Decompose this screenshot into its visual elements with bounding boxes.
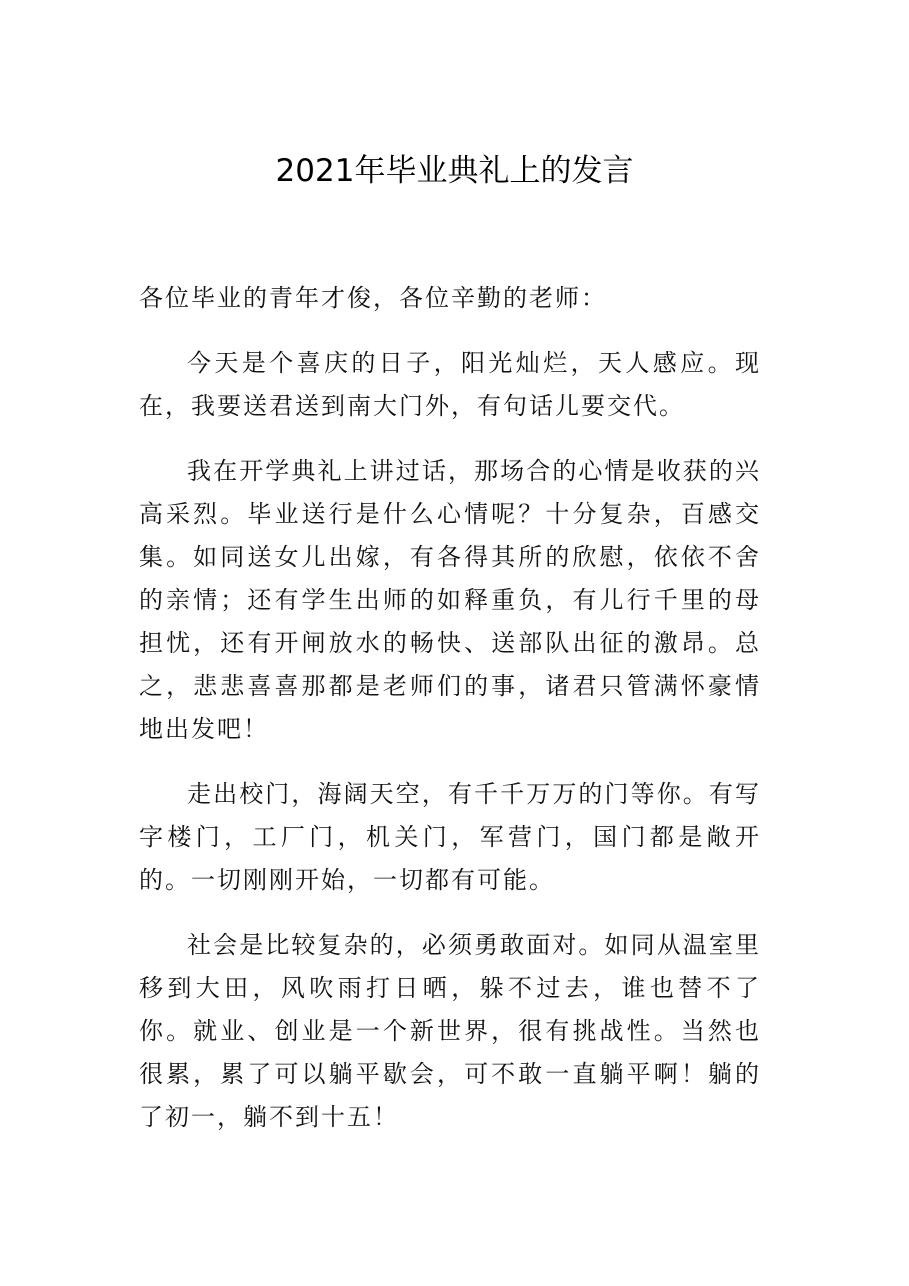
document-title: 2021年毕业典礼上的发言 xyxy=(275,153,634,189)
document-body xyxy=(139,277,761,1161)
salutation-paragraph: 各位毕业的青年才俊，各位辛勤的老师： xyxy=(139,284,607,312)
body-paragraph: 今天是个喜庆的日子，阳光灿烂，天人感应。现在，我要送君送到南大门外，有句话儿要交代。 xyxy=(139,349,761,420)
body-paragraph: 社会是比较复杂的，必须勇敢面对。如同从温室里移到大田，风吹雨打日晒，躲不过去，谁也替不了你。就业、创业是一个新世界，很有挑战性。当然也很累，累了可以躺平歇会，可不敢一直躺平啊！躺的了初一，躺不到十五！ xyxy=(139,931,761,1131)
body-paragraph: 走出校门，海阔天空，有千千万万的门等你。有写字楼门，工厂门，机关门，军营门，国门都是敞开的。一切刚刚开始，一切都有可能。 xyxy=(139,780,761,894)
body-paragraph: 我在开学典礼上讲过话，那场合的心情是收获的兴高采烈。毕业送行是什么心情呢？十分复杂，百感交集。如同送女儿出嫁，有各得其所的欣慰，依依不舍的亲情；还有学生出师的如释重负，有儿行千里的母担忧，还有开闸放水的畅快、送部队出征的激昂。总之，悲悲喜喜那都是老师们的事，诸君只管满怀豪情地出发吧！ xyxy=(139,457,761,743)
